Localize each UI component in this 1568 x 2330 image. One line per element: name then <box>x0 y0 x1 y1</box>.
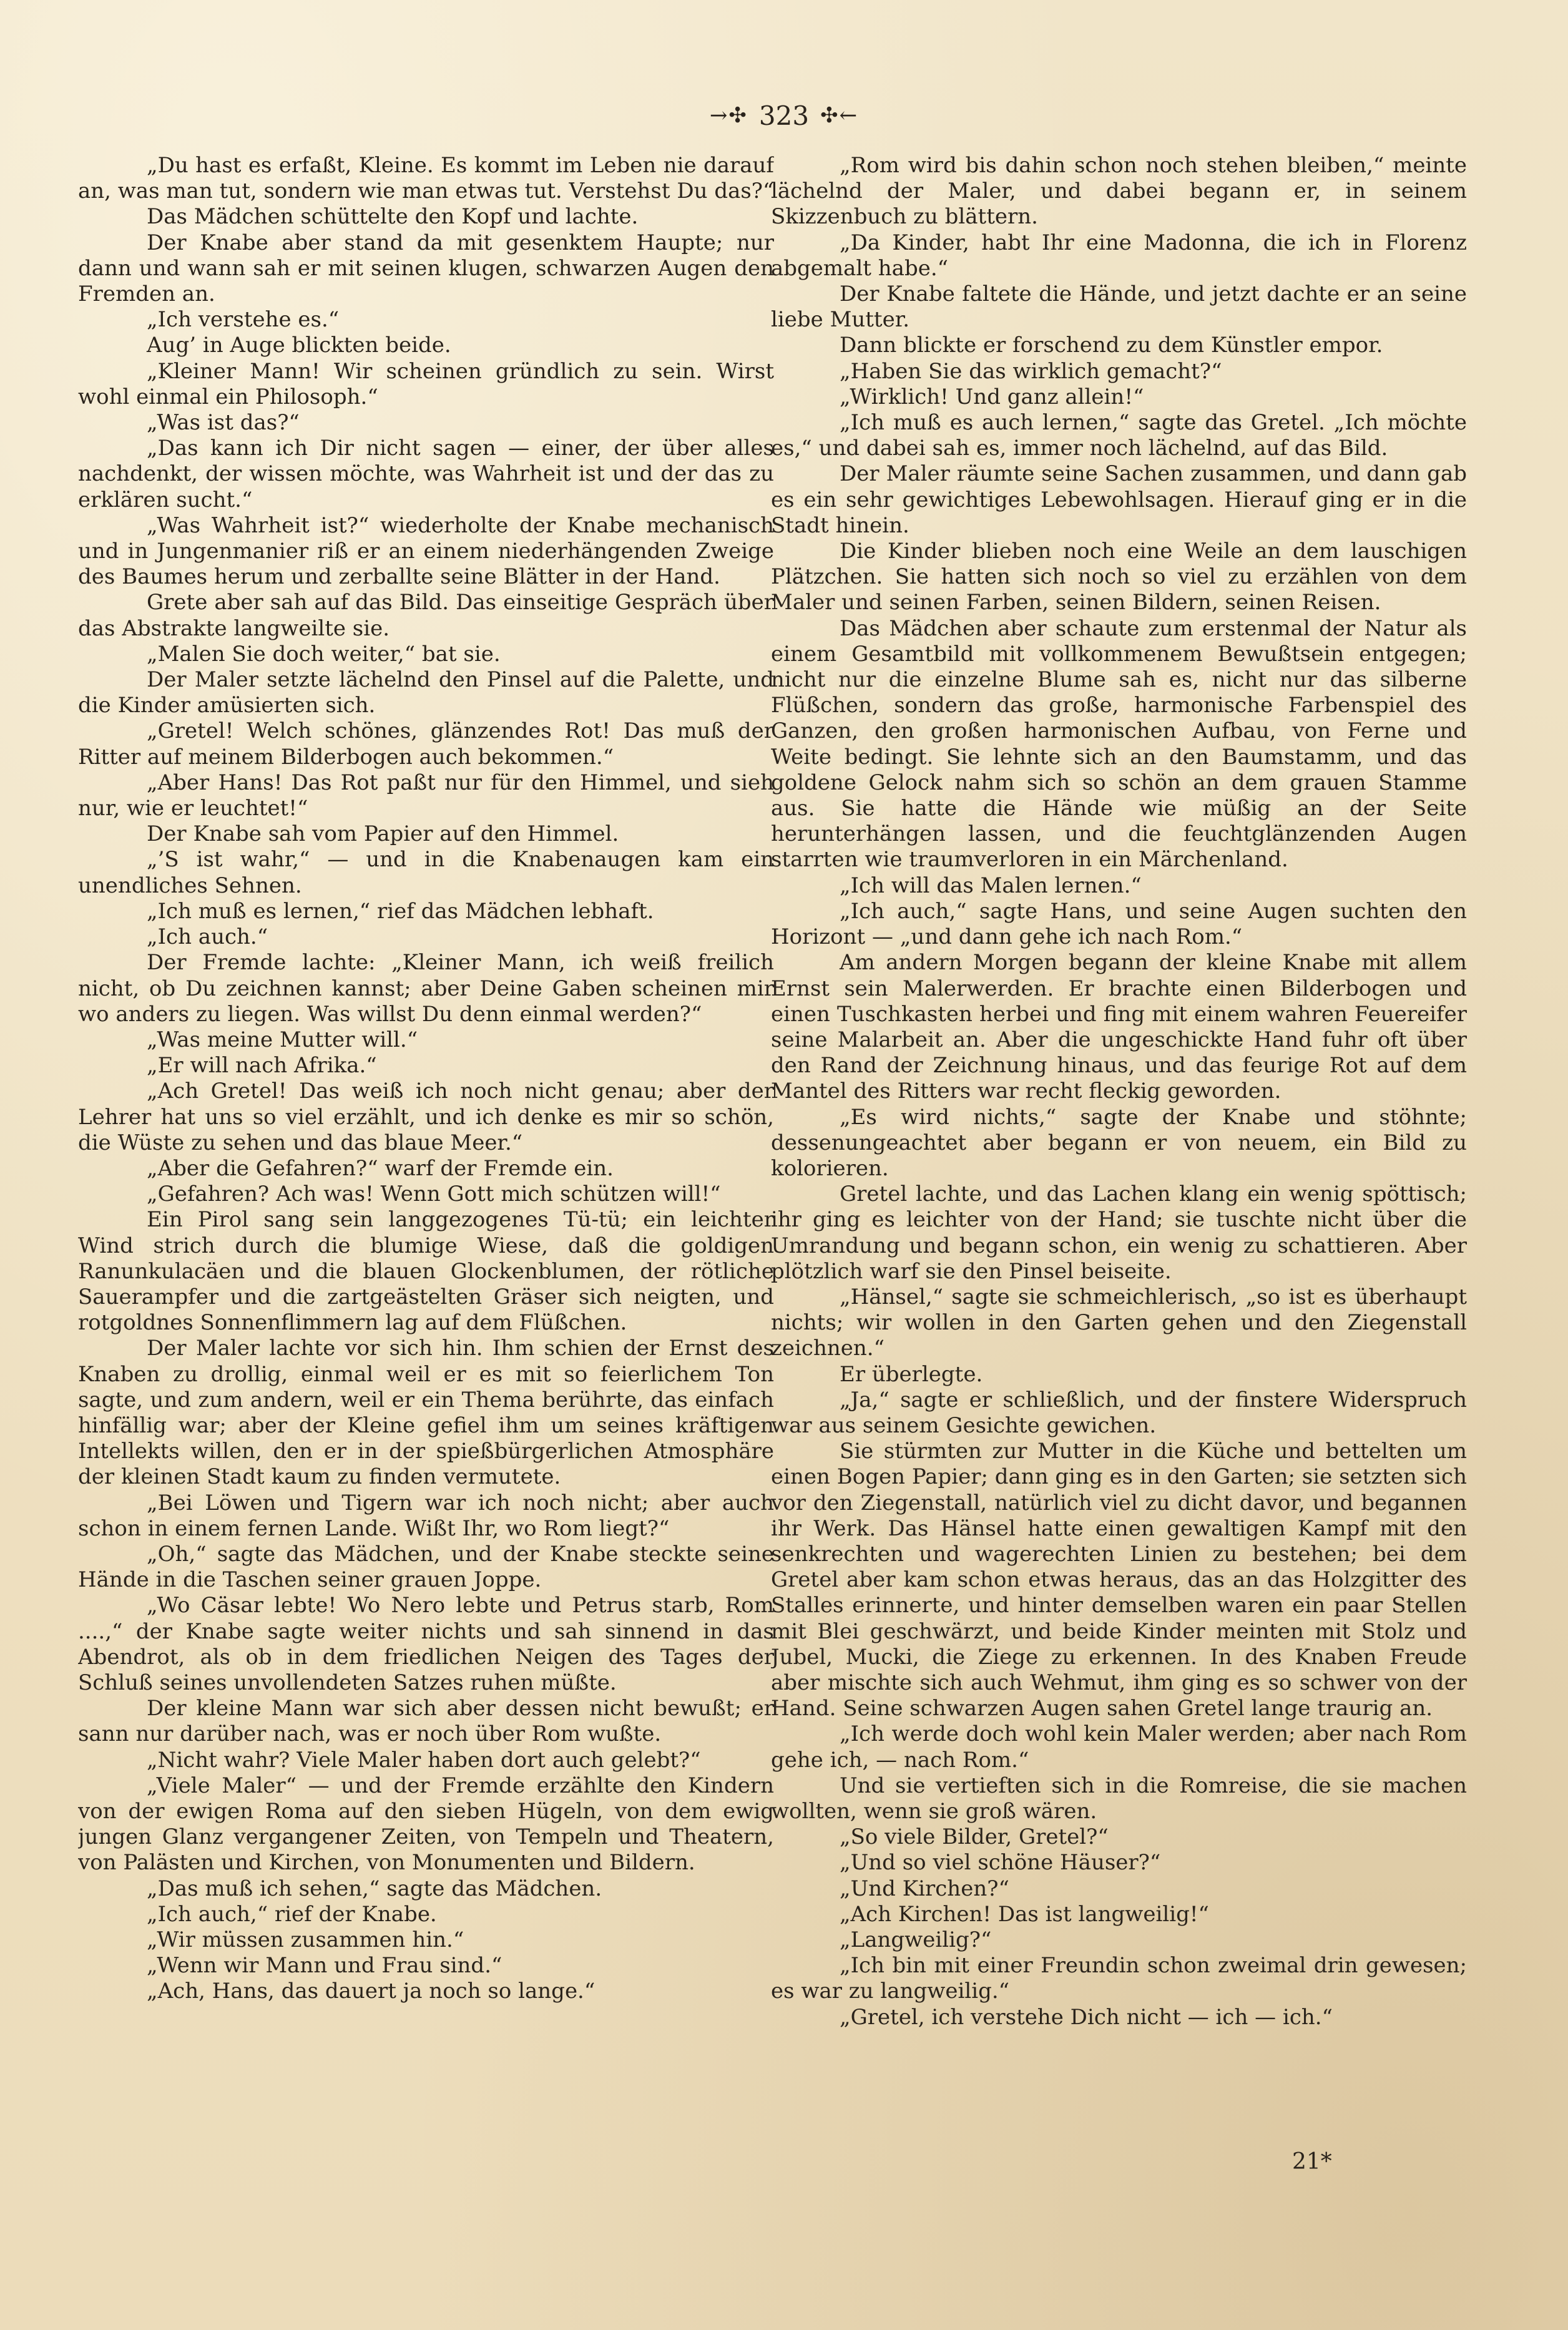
paragraph: „Ich muß es lernen,“ rief das Mädchen lebhaft. <box>147 898 654 924</box>
paragraph: „Du hast es erfaßt, Kleine. Es kommt im Leben nie darauf an, was man tut, sondern wie man etwas tut. Verstehst Du das?“ <box>78 153 774 204</box>
paragraph: „Ach Gretel! Das weiß ich noch nicht genau; aber der Lehrer hat uns so viel erzählt, und ich denke es mir so schön, die Wüste zu sehen und das blaue Meer.“ <box>78 1079 774 1155</box>
paragraph: „Gefahren? Ach was! Wenn Gott mich schützen will!“ <box>147 1182 721 1207</box>
paragraph: „Es wird nichts,“ sagte der Knabe und stöhnte; dessenungeachtet aber begann er von neuem, ein Bild zu kolorieren. <box>771 1104 1467 1181</box>
paragraph: „Und Kirchen?“ <box>840 1876 1009 1901</box>
paragraph: „Bei Löwen und Tigern war ich noch nicht; aber auch schon in einem fernen Lande. Wißt Ihr, wo Rom liegt?“ <box>78 1490 774 1541</box>
paragraph: Am andern Morgen begann der kleine Knabe mit allem Ernst sein Malerwerden. Er brachte einen Bilderbogen und einen Tuschkasten herbei und fing mit einem wahren Feuereifer seine Malarbeit an. Aber die ungeschickte Hand fuhr oft über den Rand der Zeichnung hinaus, und das feurige Rot auf dem Mantel des Ritters war recht fleckig geworden. <box>771 950 1467 1104</box>
paragraph: Der Maler setzte lächelnd den Pinsel auf die Palette, und die Kinder amüsierten sich. <box>78 667 774 718</box>
paragraph: „Er will nach Afrika.“ <box>147 1053 377 1079</box>
paragraph: Grete aber sah auf das Bild. Das einseitige Gespräch über das Abstrakte langweilte sie. <box>78 590 774 641</box>
paragraph: Das Mädchen aber schaute zum erstenmal der Natur als einem Gesamtbild mit vollkommenem Bewußtsein entgegen; nicht nur die einzelne Blume sah es, nicht nur das silberne Flüßchen, sondern das große, harmonische Farbenspiel des Ganzen, den großen harmonischen Aufbau, von Ferne und Weite bedingt. Sie lehnte sich an den Baumstamm, und das goldene Gelock nahm sich so schön an dem grauen Stamme aus. Sie hatte die Hände wie müßig an der Seite herunterhängen lassen, und die feuchtglänzenden Augen starrten wie traumverloren in ein Märchenland. <box>771 615 1467 873</box>
paragraph: „So viele Bilder, Gretel?“ <box>840 1824 1109 1850</box>
paragraph: „Gretel! Welch schönes, glänzendes Rot! Das muß der Ritter auf meinem Bilderbogen auch bekommen.“ <box>78 718 774 770</box>
paragraph: „Ich auch,“ sagte Hans, und seine Augen suchten den Horizont — „und dann gehe ich nach Rom.“ <box>771 898 1467 950</box>
paragraph: „Wenn wir Mann und Frau sind.“ <box>147 1953 502 1979</box>
paragraph: „Rom wird bis dahin schon noch stehen bleiben,“ meinte lächelnd der Maler, und dabei begann er, in seinem Skizzenbuch zu blättern. <box>771 153 1467 230</box>
paragraph: Der Fremde lachte: „Kleiner Mann, ich weiß freilich nicht, ob Du zeichnen kannst; aber Deine Gaben scheinen mir wo anders zu liegen. Was willst Du denn einmal werden?“ <box>78 950 774 1027</box>
paragraph: Sie stürmten zur Mutter in die Küche und bettelten um einen Bogen Papier; dann ging es in den Garten; sie setzten sich vor den Ziegenstall, natürlich viel zu dicht davor, und begannen ihr Werk. Das Hänsel hatte einen gewaltigen Kampf mit den senkrechten und wagerechten Linien zu bestehen; bei dem Gretel aber kam schon etwas heraus, das an das Holzgitter des Stalles erinnerte, und hinter demselben waren ein paar Stellen mit Blei geschwärzt, und beide Kinder meinten mit Stolz und Jubel, Mucki, die Ziege zu erkennen. In des Knaben Freude aber mischte sich auch Wehmut, ihm ging es so schwer von der Hand. Seine schwarzen Augen sahen Gretel lange traurig an. <box>771 1439 1467 1721</box>
ornament-left: →✣ <box>709 103 748 128</box>
paragraph: Der Knabe faltete die Hände, und jetzt dachte er an seine liebe Mutter. <box>771 281 1467 333</box>
paragraph: „Aber die Gefahren?“ warf der Fremde ein. <box>147 1155 614 1181</box>
paragraph: „Ich will das Malen lernen.“ <box>840 873 1142 898</box>
paragraph: Die Kinder blieben noch eine Weile an dem lauschigen Plätzchen. Sie hatten sich noch so viel zu erzählen von dem Maler und seinen Farben, seinen Bildern, seinen Reisen. <box>771 539 1467 615</box>
paragraph: „Ich auch,“ rief der Knabe. <box>147 1901 437 1927</box>
paragraph: „’S ist wahr,“ — und in die Knabenaugen kam ein unendliches Sehnen. <box>78 847 774 898</box>
paragraph: „Ich muß es auch lernen,“ sagte das Gretel. „Ich möchte es,“ und dabei sah es, immer noch lächelnd, auf das Bild. <box>771 410 1467 461</box>
paragraph: Der kleine Mann war sich aber dessen nicht bewußt; er sann nur darüber nach, was er noch über Rom wußte. <box>78 1696 774 1747</box>
paragraph: Dann blickte er forschend zu dem Künstler empor. <box>840 333 1383 358</box>
paragraph: „Da Kinder, habt Ihr eine Madonna, die ich in Florenz abgemalt habe.“ <box>771 230 1467 281</box>
paragraph: „Ja,“ sagte er schließlich, und der finstere Widerspruch war aus seinem Gesichte gewichen. <box>771 1387 1467 1438</box>
paragraph: „Viele Maler“ — und der Fremde erzählte den Kindern von der ewigen Roma auf den sieben Hügeln, von dem ewig jungen Glanz vergangener Zeiten, von Tempeln und Theatern, von Palästen und Kirchen, von Monumenten und Bildern. <box>78 1773 774 1876</box>
left-column <box>78 153 774 2119</box>
paragraph: Das Mädchen schüttelte den Kopf und lachte. <box>147 204 639 230</box>
signature-mark: 21* <box>1292 2149 1332 2175</box>
paragraph: „Haben Sie das wirklich gemacht?“ <box>840 358 1222 384</box>
paragraph: „Wirklich! Und ganz allein!“ <box>840 384 1144 409</box>
paragraph: Der Maler lachte vor sich hin. Ihm schien der Ernst des Knaben zu drollig, einmal weil er es mit so feierlichem Ton sagte, und zum andern, weil er ein Thema berührte, das einfach hinfällig war; aber der Kleine gefiel ihm um seines kräftigen Intellekts willen, den er in der spießbürgerlichen Atmosphäre der kleinen Stadt kaum zu finden vermutete. <box>78 1336 774 1490</box>
paragraph: „Das muß ich sehen,“ sagte das Mädchen. <box>147 1876 602 1901</box>
ornament-right: ✣← <box>820 103 859 128</box>
paragraph: Ein Pirol sang sein langgezogenes Tü-tü; ein leichter Wind strich durch die blumige Wiese, daß die goldigen Ranunkulacäen und die blauen Glockenblumen, der rötliche Sauerampfer und die zartgeästelten Gräser sich neigten, und rotgoldnes Sonnenflimmern lag auf dem Flüßchen. <box>78 1207 774 1336</box>
paragraph: Er überlegte. <box>840 1361 983 1387</box>
paragraph: „Das kann ich Dir nicht sagen — einer, der über alles nachdenkt, der wissen möchte, was Wahrheit ist und der das zu erklären sucht.“ <box>78 436 774 512</box>
paragraph: „Ach, Hans, das dauert ja noch so lange.“ <box>147 1979 595 2004</box>
paragraph: „Gretel, ich verstehe Dich nicht — ich — ich.“ <box>840 2004 1333 2030</box>
paragraph: „Was ist das?“ <box>147 410 300 436</box>
paragraph: „Kleiner Mann! Wir scheinen gründlich zu sein. Wirst wohl einmal ein Philosoph.“ <box>78 358 774 409</box>
paragraph: „Was Wahrheit ist?“ wiederholte der Knabe mechanisch und in Jungenmanier riß er an einem niederhängenden Zweige des Baumes herum und zerballte seine Blätter in der Hand. <box>78 512 774 590</box>
paragraph: „Ach Kirchen! Das ist langweilig!“ <box>840 1901 1209 1927</box>
paragraph: „Ich werde doch wohl kein Maler werden; aber nach Rom gehe ich, — nach Rom.“ <box>771 1721 1467 1773</box>
page-header <box>0 94 1568 137</box>
paragraph: „Und so viel schöne Häuser?“ <box>840 1850 1161 1876</box>
paragraph: „Was meine Mutter will.“ <box>147 1027 418 1052</box>
paragraph: „Langweilig?“ <box>840 1927 992 1953</box>
paragraph: „Nicht wahr? Viele Maler haben dort auch gelebt?“ <box>147 1747 701 1773</box>
paragraph: „Hänsel,“ sagte sie schmeichlerisch, „so ist es überhaupt nichts; wir wollen in den Garten gehen und den Ziegenstall zeichnen.“ <box>771 1284 1467 1361</box>
paragraph: Gretel lachte, und das Lachen klang ein wenig spöttisch; ihr ging es leichter von der Hand; sie tuschte nicht über die Umrandung und begann schon, ein wenig zu schattieren. Aber plötzlich warf sie den Pinsel beiseite. <box>771 1182 1467 1284</box>
paragraph: Und sie vertieften sich in die Romreise, die sie machen wollten, wenn sie groß wären. <box>771 1773 1467 1824</box>
paragraph: Der Knabe sah vom Papier auf den Himmel. <box>147 821 619 847</box>
page-number: 323 <box>758 100 810 131</box>
paragraph: „Aber Hans! Das Rot paßt nur für den Himmel, und sieh nur, wie er leuchtet!“ <box>78 770 774 821</box>
paragraph: „Wir müssen zusammen hin.“ <box>147 1927 464 1953</box>
paragraph: Der Knabe aber stand da mit gesenktem Haupte; nur dann und wann sah er mit seinen klugen, schwarzen Augen den Fremden an. <box>78 230 774 307</box>
paragraph: Aug’ in Auge blickten beide. <box>147 333 451 358</box>
right-column <box>771 153 1467 2119</box>
paragraph: Der Maler räumte seine Sachen zusammen, und dann gab es ein sehr gewichtiges Lebewohlsagen. Hierauf ging er in die Stadt hinein. <box>771 461 1467 538</box>
paragraph: „Ich bin mit einer Freundin schon zweimal drin gewesen; es war zu langweilig.“ <box>771 1953 1467 2004</box>
paragraph: „Oh,“ sagte das Mädchen, und der Knabe steckte seine Hände in die Taschen seiner grauen Joppe. <box>78 1541 774 1593</box>
paragraph: „Malen Sie doch weiter,“ bat sie. <box>147 641 501 667</box>
paragraph: „Ich verstehe es.“ <box>147 307 340 333</box>
paragraph: „Wo Cäsar lebte! Wo Nero lebte und Petrus starb, Rom ....,“ der Knabe sagte weiter nichts und sah sinnend in das Abendrot, als ob in dem friedlichen Neigen des Tages der Schluß seines unvollendeten Satzes ruhen müßte. <box>78 1593 774 1695</box>
paragraph: „Ich auch.“ <box>147 924 268 950</box>
